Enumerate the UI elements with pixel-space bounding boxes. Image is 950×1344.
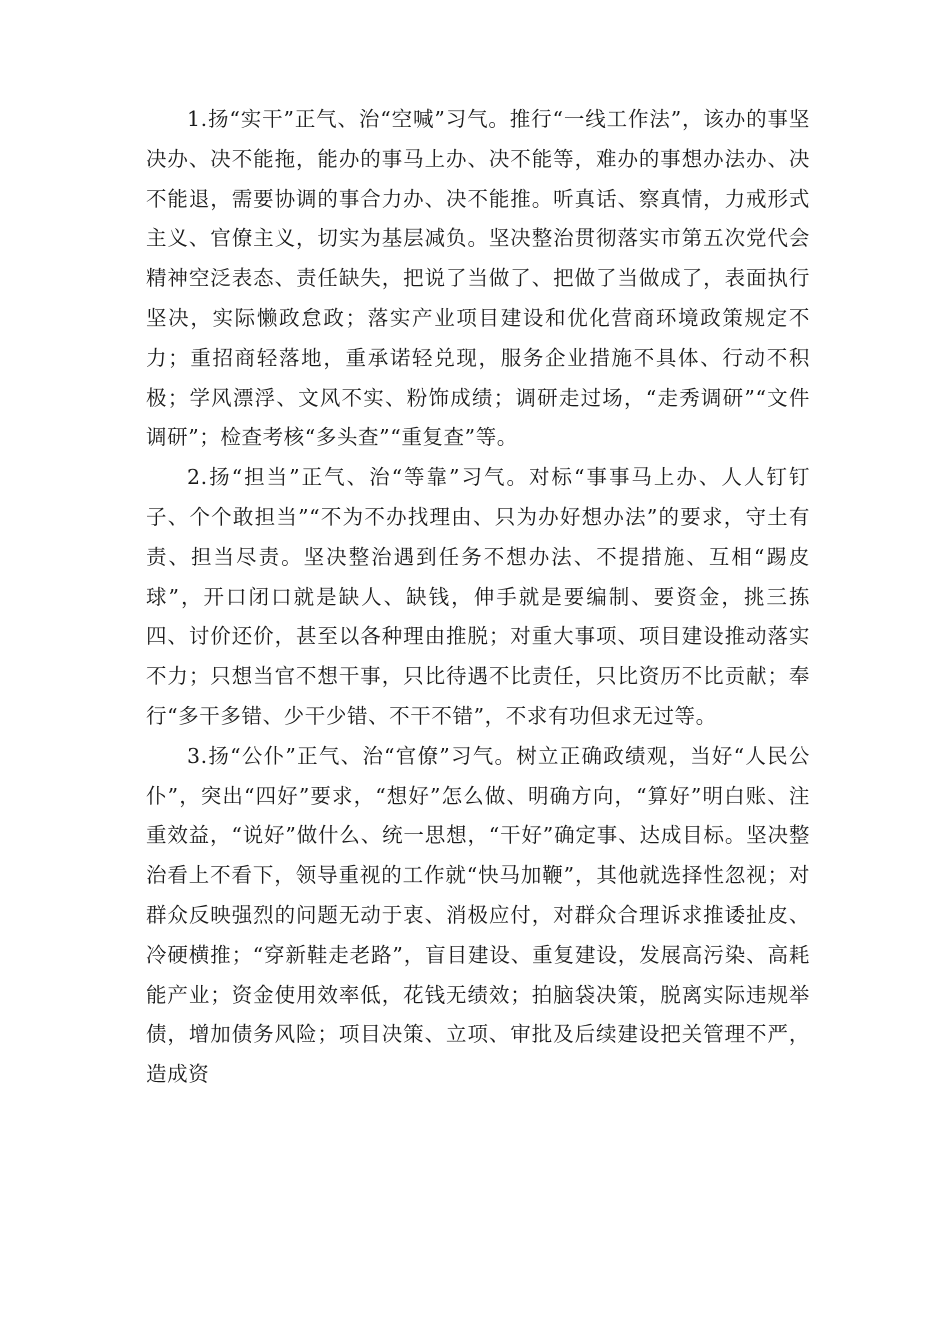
document-body <box>146 100 810 1095</box>
paragraph-3: 3.扬“公仆”正气、治“官僚”习气。树立正确政绩观，当好“人民公仆”，突出“四好”要求，“想好”怎么做、明确方向，“算好”明白账、注重效益，“说好”做什么、统一思想，“干好”确定事、达成目标。坚决整治看上不看下，领导重视的工作就“快马加鞭”，其他就选择性忽视；对群众反映强烈的问题无动于衷、消极应付，对群众合理诉求推诿扯皮、冷硬横推；“穿新鞋走老路”，盲目建设、重复建设，发展高污染、高耗能产业；资金使用效率低，花钱无绩效；拍脑袋决策，脱离实际违规举债，增加债务风险；项目决策、立项、审批及后续建设把关管理不严，造成资 <box>146 743 810 1087</box>
paragraph-2: 2.扬“担当”正气、治“等靠”习气。对标“事事马上办、人人钉钉子、个个敢担当”“不为不办找理由、只为办好想办法”的要求，守土有责、担当尽责。坚决整治遇到任务不想办法、不提措施、互相“踢皮球”，开口闭口就是缺人、缺钱，伸手就是要编制、要资金，挑三拣四、讨价还价，甚至以各种理由推脱；对重大事项、项目建设推动落实不力；只想当官不想干事，只比待遇不比责任，只比资历不比贡献；奉行“多干多错、少干少错、不干不错”，不求有功但求无过等。 <box>146 465 810 728</box>
paragraph-1: 1.扬“实干”正气、治“空喊”习气。推行“一线工作法”，该办的事坚决办、决不能拖，能办的事马上办、决不能等，难办的事想办法办、决不能退，需要协调的事合力办、决不能推。听真话、察真情，力戒形式主义、官僚主义，切实为基层减负。坚决整治贯彻落实市第五次党代会精神空泛表态、责任缺失，把说了当做了、把做了当做成了，表面执行坚决，实际懒政怠政；落实产业项目建设和优化营商环境政策规定不力；重招商轻落地，重承诺轻兑现，服务企业措施不具体、行动不积极；学风漂浮、文风不实、粉饰成绩；调研走过场，“走秀调研”“文件调研”；检查考核“多头查”“重复查”等。 <box>146 107 810 450</box>
